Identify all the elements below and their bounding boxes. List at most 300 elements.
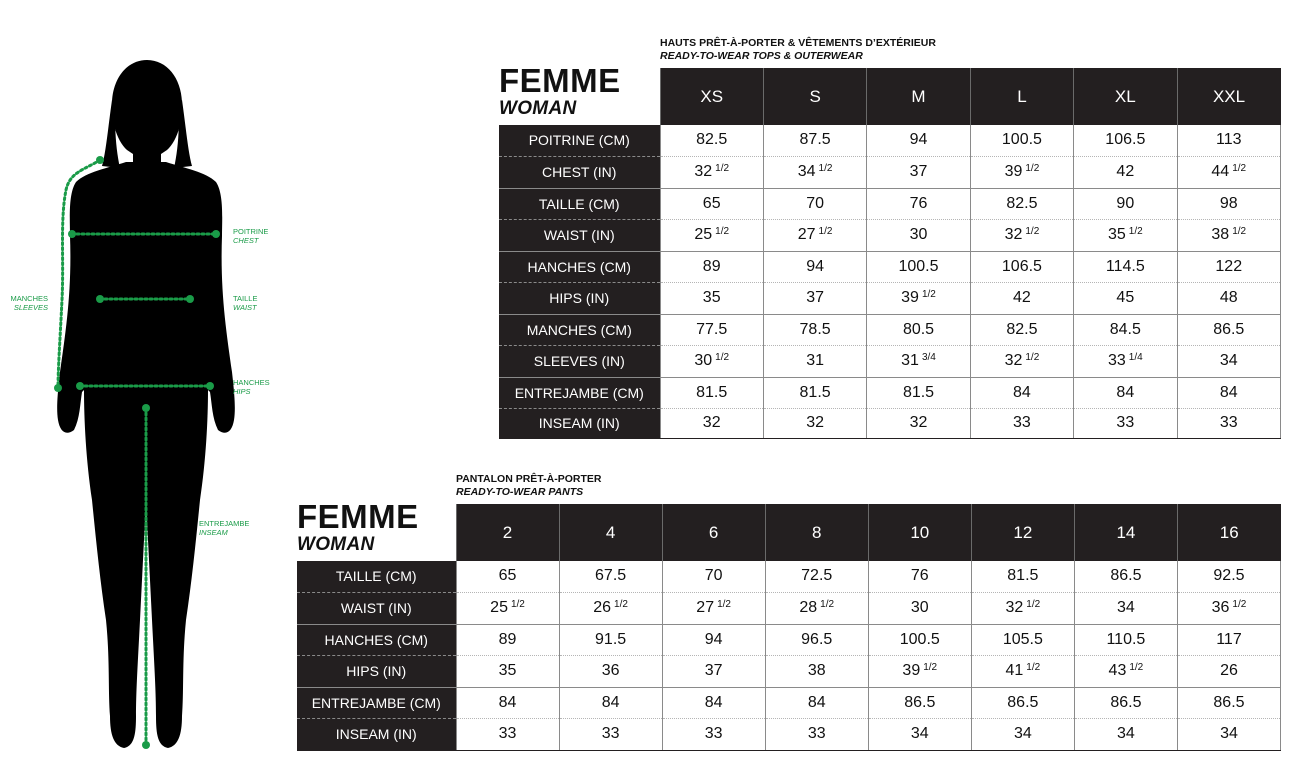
measurement-value: 84	[498, 693, 517, 711]
measurement-value: 34	[1117, 599, 1135, 616]
measurement-cell	[867, 156, 970, 188]
measurement-value: 100.5	[899, 630, 940, 648]
measurement-fraction: 3/4	[921, 352, 936, 363]
measurement-fraction: 1/2	[818, 163, 833, 174]
measurement-cell	[970, 377, 1073, 408]
measurement-cell	[971, 561, 1074, 592]
measurement-cell	[1074, 156, 1177, 188]
measurement-row-label: MANCHES (CM)	[499, 314, 660, 345]
measurement-fraction: 1/2	[1025, 226, 1040, 237]
measurement-cell	[763, 219, 866, 251]
measurement-cell	[660, 219, 763, 251]
pants-title-fr: FEMME	[297, 498, 419, 535]
measurement-value: 30	[694, 352, 713, 369]
measurement-cell	[660, 282, 763, 314]
measurement-cell	[867, 219, 970, 251]
size-column-header: 14	[1074, 504, 1177, 561]
measurement-cell	[970, 251, 1073, 282]
pants-caption-en: READY-TO-WEAR PANTS	[456, 486, 584, 498]
measurement-cell	[1074, 687, 1177, 718]
measurement-row	[499, 125, 1281, 156]
hips-figure-label	[233, 378, 270, 396]
waist-label-en: WAIST	[233, 303, 257, 312]
measurement-cell	[1074, 655, 1177, 687]
measurement-value: 77.5	[696, 320, 728, 338]
measurement-cell	[763, 156, 866, 188]
measurement-value: 86.5	[1213, 693, 1245, 711]
sleeves-label-fr: MANCHES	[10, 294, 48, 303]
measurement-value: 90	[1116, 194, 1135, 212]
measurement-cell	[1177, 377, 1280, 408]
measurement-cell	[1177, 219, 1280, 251]
measurement-cell	[1177, 592, 1280, 624]
measurement-value: 32	[694, 163, 713, 180]
tops-title-en: WOMAN	[499, 98, 577, 119]
measurement-value: 81.5	[1007, 567, 1039, 585]
tops-caption	[660, 37, 936, 63]
hips-label-fr: HANCHES	[233, 378, 270, 387]
size-column-header: XS	[660, 68, 763, 125]
measurement-cell	[559, 624, 662, 655]
measurement-value: 32	[1005, 599, 1024, 616]
measurement-row-label: HIPS (IN)	[297, 655, 456, 687]
size-column-header: 10	[868, 504, 971, 561]
measurement-cell	[867, 282, 970, 314]
size-column-header: S	[763, 68, 866, 125]
measurement-value: 35	[498, 662, 517, 679]
measurement-cell	[1074, 345, 1177, 377]
measurement-value: 31	[901, 352, 919, 369]
tops-size-table	[499, 68, 1281, 439]
measurement-value: 32	[806, 414, 824, 431]
inseam-label-fr: ENTREJAMBE	[199, 519, 250, 528]
measurement-cell	[765, 718, 868, 750]
measurement-value: 28	[799, 599, 818, 616]
measurement-cell	[867, 408, 970, 438]
measurement-value: 33	[807, 725, 826, 742]
measurement-row-label: HANCHES (CM)	[499, 251, 660, 282]
measurement-cell	[868, 561, 971, 592]
measurement-row	[297, 718, 1281, 750]
measurement-cell	[970, 219, 1073, 251]
hips-label-en: HIPS	[233, 387, 251, 396]
measurement-cell	[559, 592, 662, 624]
size-column-header: M	[867, 68, 970, 125]
measurement-row	[297, 687, 1281, 718]
measurement-cell	[662, 718, 765, 750]
measurement-cell	[660, 251, 763, 282]
measurement-cell	[1177, 314, 1280, 345]
measurement-value: 25	[490, 599, 508, 616]
measurement-cell	[1074, 718, 1177, 750]
measurement-value: 44	[1211, 163, 1230, 180]
measurement-cell	[970, 345, 1073, 377]
measurement-row-label: TAILLE (CM)	[297, 561, 456, 592]
measurement-fraction: 1/2	[715, 163, 730, 174]
measurement-cell	[970, 188, 1073, 219]
measurement-fraction: 1/2	[715, 226, 730, 237]
measurement-cell	[971, 624, 1074, 655]
measurement-value: 96.5	[801, 630, 833, 648]
measurement-value: 81.5	[696, 383, 728, 401]
measurement-value: 33	[498, 725, 517, 742]
measurement-value: 100.5	[1001, 131, 1042, 149]
measurement-value: 33	[1219, 414, 1238, 431]
measurement-cell	[1074, 592, 1177, 624]
measurement-cell	[662, 592, 765, 624]
measurement-value: 37	[909, 163, 928, 180]
measurement-cell	[1074, 561, 1177, 592]
measurement-value: 105.5	[1002, 630, 1043, 648]
measurement-value: 43	[1108, 662, 1127, 679]
measurement-value: 84	[1116, 383, 1135, 401]
measurement-cell	[970, 125, 1073, 156]
measurement-cell	[971, 592, 1074, 624]
measurement-cell	[559, 655, 662, 687]
measurement-row	[297, 655, 1281, 687]
measurement-cell	[456, 561, 559, 592]
measurement-cell	[971, 718, 1074, 750]
measurement-value: 94	[806, 257, 824, 275]
measurement-cell	[1074, 125, 1177, 156]
measurement-value: 86.5	[1007, 693, 1039, 711]
measurement-cell	[868, 592, 971, 624]
measurement-value: 38	[1211, 226, 1230, 243]
measurement-cell	[867, 345, 970, 377]
measurement-value: 35	[1107, 226, 1126, 243]
measurement-value: 26	[593, 599, 612, 616]
measurement-row-label: ENTREJAMBE (CM)	[499, 377, 660, 408]
measurement-value: 38	[807, 662, 826, 679]
measurement-cell	[765, 687, 868, 718]
measurement-cell	[970, 156, 1073, 188]
measurement-cell	[763, 125, 866, 156]
measurement-value: 106.5	[1001, 257, 1042, 275]
measurement-fraction: 1/2	[717, 599, 731, 610]
measurement-row-label: WAIST (IN)	[297, 592, 456, 624]
chest-label-fr: POITRINE	[233, 227, 269, 236]
measurement-value: 33	[1107, 352, 1126, 369]
waist-figure-label	[233, 294, 257, 312]
measurement-row	[499, 251, 1281, 282]
measurement-row	[297, 624, 1281, 655]
measurement-cell	[971, 687, 1074, 718]
measurement-cell	[660, 408, 763, 438]
measurement-value: 34	[1220, 725, 1238, 742]
measurement-cell	[456, 592, 559, 624]
inseam-figure-label	[199, 519, 249, 537]
size-column-header: 12	[971, 504, 1074, 561]
measurement-value: 33	[601, 725, 620, 742]
measurement-value: 70	[704, 567, 723, 585]
measurement-value: 34	[1219, 352, 1238, 369]
measurement-row-label: CHEST (IN)	[499, 156, 660, 188]
measurement-cell	[662, 655, 765, 687]
measurement-value: 78.5	[799, 320, 831, 338]
measurement-cell	[867, 251, 970, 282]
measurement-cell	[1074, 282, 1177, 314]
measurement-cell	[970, 282, 1073, 314]
measurement-row	[499, 377, 1281, 408]
pants-title-en: WOMAN	[297, 534, 375, 555]
measurement-fraction: 1/2	[818, 226, 833, 237]
measurement-fraction: 1/2	[510, 599, 525, 610]
measurement-cell	[1177, 156, 1280, 188]
measurement-value: 27	[797, 226, 816, 243]
measurement-row	[499, 314, 1281, 345]
measurement-cell	[660, 314, 763, 345]
measurement-value: 84.5	[1109, 320, 1141, 338]
measurement-value: 35	[702, 289, 721, 306]
size-column-header: XL	[1074, 68, 1177, 125]
measurement-cell	[1074, 408, 1177, 438]
measurement-value: 94	[704, 630, 723, 648]
measurement-value: 84	[1219, 383, 1238, 401]
measurement-cell	[1177, 561, 1280, 592]
size-column-header: 16	[1177, 504, 1280, 561]
measurement-value: 98	[1219, 194, 1238, 212]
size-column-header: 6	[662, 504, 765, 561]
measurement-value: 65	[702, 194, 721, 212]
measurement-cell	[1074, 314, 1177, 345]
measurement-value: 94	[909, 131, 928, 149]
measurement-fraction: 1/2	[1026, 599, 1041, 610]
measurement-cell	[1177, 408, 1280, 438]
measurement-row-label: TAILLE (CM)	[499, 188, 660, 219]
measurement-cell	[662, 687, 765, 718]
table-corner	[499, 68, 660, 125]
measurement-cell	[868, 718, 971, 750]
measurement-value: 31	[806, 352, 824, 369]
measurement-cell	[662, 624, 765, 655]
measurement-value: 100.5	[898, 257, 939, 275]
body-measurement-figure	[0, 0, 300, 782]
measurement-fraction: 1/2	[923, 662, 938, 673]
measurement-cell	[1177, 655, 1280, 687]
measurement-value: 34	[1013, 725, 1032, 742]
measurement-cell	[1177, 188, 1280, 219]
pants-caption	[456, 473, 601, 499]
inseam-label-en: INSEAM	[199, 528, 228, 537]
measurement-value: 89	[702, 257, 721, 275]
measurement-cell	[1177, 624, 1280, 655]
pants-header-row	[297, 504, 1281, 561]
measurement-cell	[1177, 282, 1280, 314]
measurement-value: 122	[1215, 257, 1243, 275]
measurement-fraction: 1/2	[1232, 226, 1247, 237]
measurement-cell	[763, 188, 866, 219]
measurement-cell	[456, 624, 559, 655]
measurement-value: 34	[797, 163, 816, 180]
measurement-cell	[660, 156, 763, 188]
measurement-value: 32	[1004, 352, 1023, 369]
measurement-value: 76	[909, 194, 928, 212]
measurement-cell	[1177, 718, 1280, 750]
measurement-row-label: ENTREJAMBE (CM)	[297, 687, 456, 718]
measurement-value: 32	[909, 414, 928, 431]
measurement-value: 39	[901, 289, 919, 306]
measurement-cell	[970, 408, 1073, 438]
measurement-row	[499, 188, 1281, 219]
measurement-row	[499, 408, 1281, 438]
sleeves-label-en: SLEEVES	[13, 303, 48, 312]
measurement-row	[499, 219, 1281, 251]
measurement-fraction: 1/2	[1026, 662, 1041, 673]
measurement-value: 37	[704, 662, 723, 679]
measurement-row-label: INSEAM (IN)	[297, 718, 456, 750]
measurement-cell	[765, 592, 868, 624]
measurement-value: 39	[902, 662, 921, 679]
measurement-cell	[559, 687, 662, 718]
chest-figure-label	[233, 227, 268, 245]
measurement-row-label: WAIST (IN)	[499, 219, 660, 251]
measurement-fraction: 1/2	[715, 352, 730, 363]
tops-caption-fr: HAUTS PRÊT-À-PORTER & VÊTEMENTS D’EXTÉRIEUR	[660, 37, 936, 49]
measurement-value: 30	[910, 599, 929, 616]
measurement-value: 33	[704, 725, 723, 742]
measurement-cell	[660, 377, 763, 408]
measurement-cell	[559, 718, 662, 750]
measurement-cell	[559, 561, 662, 592]
measurement-value: 39	[1004, 163, 1023, 180]
measurement-value: 117	[1216, 630, 1242, 648]
measurement-fraction: 1/2	[1025, 352, 1040, 363]
measurement-value: 82.5	[1006, 320, 1038, 338]
measurement-cell	[867, 314, 970, 345]
measurement-value: 106.5	[1105, 131, 1146, 149]
measurement-cell	[660, 125, 763, 156]
size-column-header: 4	[559, 504, 662, 561]
measurement-value: 36	[1211, 599, 1230, 616]
measurement-value: 36	[601, 662, 620, 679]
measurement-cell	[1074, 219, 1177, 251]
measurement-cell	[1177, 125, 1280, 156]
measurement-fraction: 1/2	[1128, 226, 1143, 237]
measurement-value: 84	[1013, 383, 1031, 401]
measurement-value: 34	[1117, 725, 1135, 742]
measurement-cell	[763, 377, 866, 408]
measurement-cell	[1074, 251, 1177, 282]
measurement-value: 113	[1216, 131, 1242, 149]
measurement-value: 86.5	[1213, 320, 1245, 338]
measurement-row	[499, 282, 1281, 314]
tops-title-fr: FEMME	[499, 62, 621, 99]
measurement-fraction: 1/2	[1232, 599, 1247, 610]
measurement-row	[499, 345, 1281, 377]
measurement-value: 33	[1116, 414, 1135, 431]
measurement-value: 32	[1004, 226, 1023, 243]
measurement-cell	[763, 408, 866, 438]
measurement-row	[297, 592, 1281, 624]
measurement-value: 92.5	[1213, 567, 1245, 585]
size-column-header: L	[970, 68, 1073, 125]
measurement-cell	[456, 687, 559, 718]
measurement-row-label: SLEEVES (IN)	[499, 345, 660, 377]
measurement-value: 76	[910, 567, 929, 585]
measurement-cell	[867, 125, 970, 156]
measurement-value: 65	[498, 567, 517, 585]
measurement-cell	[868, 687, 971, 718]
measurement-value: 33	[1013, 414, 1031, 431]
measurement-value: 84	[807, 693, 826, 711]
measurement-cell	[1177, 251, 1280, 282]
measurement-cell	[970, 314, 1073, 345]
tops-header-row	[499, 68, 1281, 125]
measurement-value: 81.5	[799, 383, 831, 401]
measurement-cell	[660, 345, 763, 377]
measurement-value: 86.5	[1110, 567, 1142, 585]
size-column-header: 2	[456, 504, 559, 561]
measurement-value: 84	[601, 693, 620, 711]
measurement-cell	[1177, 345, 1280, 377]
measurement-cell	[765, 561, 868, 592]
measurement-cell	[867, 188, 970, 219]
measurement-cell	[765, 655, 868, 687]
measurement-row	[297, 561, 1281, 592]
measurement-cell	[660, 188, 763, 219]
measurement-cell	[763, 314, 866, 345]
measurement-row-label: INSEAM (IN)	[499, 408, 660, 438]
measurement-cell	[1074, 377, 1177, 408]
measurement-value: 81.5	[902, 383, 935, 401]
measurement-value: 42	[1013, 289, 1031, 306]
measurement-row-label: HIPS (IN)	[499, 282, 660, 314]
measurement-value: 91.5	[595, 630, 627, 648]
measurement-value: 30	[909, 226, 928, 243]
measurement-value: 110.5	[1106, 630, 1146, 648]
measurement-value: 37	[806, 289, 824, 306]
measurement-fraction: 1/2	[1232, 163, 1247, 174]
measurement-row-label: POITRINE (CM)	[499, 125, 660, 156]
measurement-cell	[1074, 624, 1177, 655]
measurement-value: 67.5	[595, 567, 627, 585]
measurement-fraction: 1/2	[921, 289, 936, 300]
measurement-value: 84	[704, 693, 723, 711]
measurement-value: 86.5	[904, 693, 936, 711]
measurement-value: 72.5	[801, 567, 833, 585]
measurement-cell	[763, 345, 866, 377]
measurement-value: 82.5	[1006, 194, 1038, 212]
measurement-value: 41	[1005, 662, 1024, 679]
measurement-value: 42	[1116, 163, 1135, 180]
measurement-value: 87.5	[799, 131, 831, 149]
measurement-value: 32	[702, 414, 721, 431]
measurement-cell	[662, 561, 765, 592]
measurement-value: 27	[696, 599, 715, 616]
measurement-row-label: HANCHES (CM)	[297, 624, 456, 655]
measurement-value: 86.5	[1110, 693, 1142, 711]
measurement-fraction: 1/2	[820, 599, 835, 610]
measurement-cell	[763, 251, 866, 282]
table-corner	[297, 504, 456, 561]
measurement-value: 114.5	[1105, 257, 1145, 275]
measurement-value: 82.5	[696, 131, 728, 149]
measurement-cell	[971, 655, 1074, 687]
measurement-cell	[456, 718, 559, 750]
chest-label-en: CHEST	[233, 236, 259, 245]
measurement-cell	[868, 624, 971, 655]
measurement-cell	[765, 624, 868, 655]
measurement-value: 48	[1219, 289, 1238, 306]
size-column-header: XXL	[1177, 68, 1280, 125]
measurement-value: 34	[910, 725, 929, 742]
measurement-fraction: 1/2	[1129, 662, 1144, 673]
measurement-value: 25	[694, 226, 713, 243]
measurement-fraction: 1/4	[1128, 352, 1143, 363]
measurement-fraction: 1/2	[1025, 163, 1040, 174]
tops-caption-en: READY-TO-WEAR TOPS & OUTERWEAR	[660, 50, 863, 62]
measurement-cell	[868, 655, 971, 687]
